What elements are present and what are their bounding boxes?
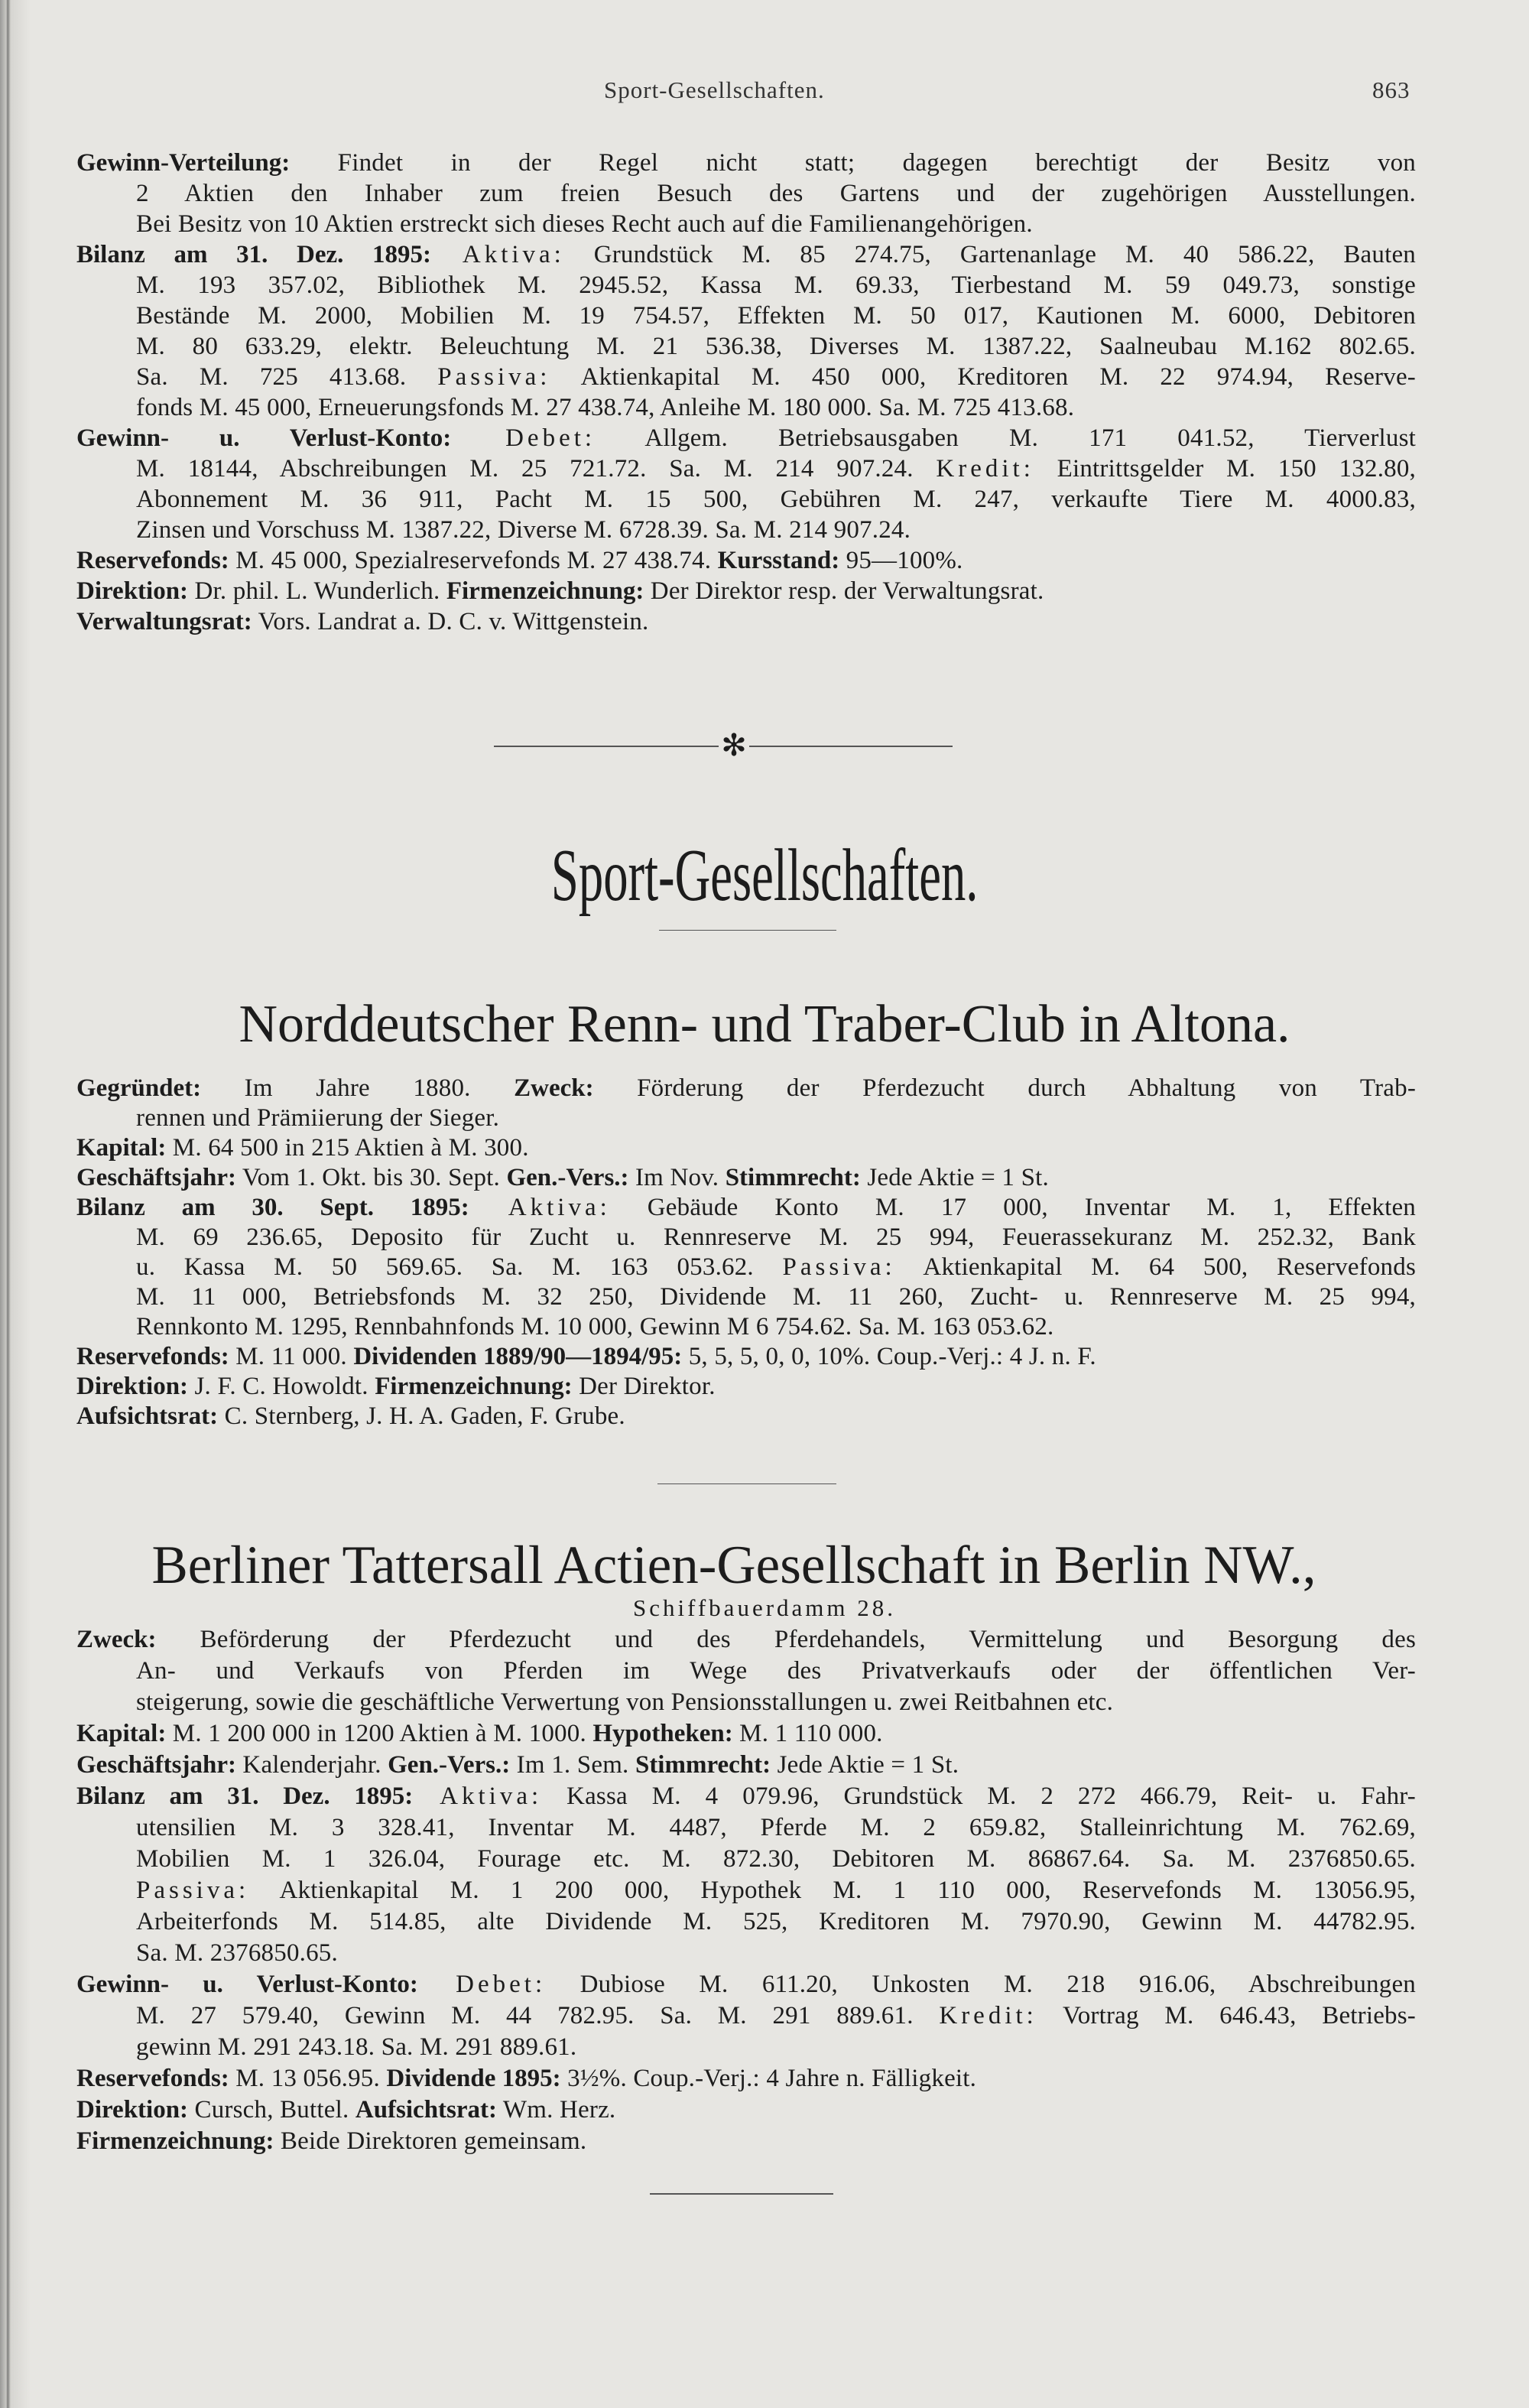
text-line: [136, 1282, 1416, 1312]
field-label: Verwaltungsrat:: [76, 608, 252, 635]
field-text: Beförderung der Pferdezucht und des Pferdehandels, Vermittelung und Besorgung des: [156, 1626, 1416, 1653]
field-text: Wm. Herz.: [497, 2096, 616, 2124]
field-text: Vom 1. Okt. bis 30. Sept.: [235, 1164, 507, 1191]
field-text: M. 27 579.40, Gewinn M. 44 782.95. Sa. M. 291 889.61.: [136, 2002, 940, 2029]
field-text: Allgem. Betriebsausgaben M. 171 041.52, Tierverlust: [596, 424, 1416, 452]
field-text: M. 64 500 in 215 Aktien à M. 300.: [166, 1134, 529, 1162]
divider-rule: [657, 1483, 836, 1484]
text-line: [76, 1624, 1416, 1656]
text-line: [136, 270, 1416, 301]
company-title: Berliner Tattersall Actien-Gesellschaft in Berlin NW.,: [151, 1535, 1316, 1595]
field-label: Firmenzeichnung:: [76, 2127, 274, 2155]
text-line: [76, 576, 1416, 606]
text-line: [76, 148, 1416, 178]
field-text: Dubiose M. 611.20, Unkosten M. 218 916.06, Abschreibungen: [546, 1971, 1416, 1998]
divider-rule: [650, 2193, 833, 2195]
spaced-label: Passiva:: [136, 1877, 250, 1904]
company-address: Schiffbauerdamm 28.: [632, 1594, 897, 1621]
text-line: [76, 2094, 1416, 2126]
text-line: [136, 1223, 1416, 1253]
text-block-previous-company: [76, 148, 1416, 637]
field-text: Arbeiterfonds M. 514.85, alte Dividende M. 525, Kreditoren M. 7970.90, Gewinn M. 44782.95.: [136, 1908, 1416, 1935]
text-block-norddeutscher-club: [76, 1074, 1416, 1431]
field-text: M. 193 357.02, Bibliothek M. 2945.52, Kassa M. 69.33, Tierbestand M. 59 049.73, sonstige: [136, 271, 1416, 299]
field-text: 2 Aktien den Inhaber zum freien Besuch des Gartens und der zugehörigen Ausstellungen.: [136, 180, 1416, 207]
field-label: Firmenzeichnung:: [375, 1373, 573, 1400]
field-label: Aufsichtsrat:: [76, 1402, 219, 1430]
running-title: Sport-Gesellschaften.: [604, 76, 825, 103]
text-line: [136, 1253, 1416, 1282]
text-line: [76, 545, 1416, 576]
field-label: Bilanz am 30. Sept. 1895:: [76, 1194, 469, 1221]
field-text: M. 11 000.: [229, 1343, 354, 1370]
field-text: Aktienkapital M. 450 000, Kreditoren M. 22 974.94, Reserve-: [550, 363, 1416, 391]
text-line: [136, 515, 1416, 545]
field-text: Sa. M. 2376850.65.: [136, 1939, 338, 1967]
field-text: Zinsen und Vorschuss M. 1387.22, Diverse M. 6728.39. Sa. M. 214 907.24.: [136, 516, 911, 544]
field-label: Gegründet:: [76, 1074, 202, 1102]
field-text: Der Direktor resp. der Verwaltungsrat.: [644, 577, 1044, 605]
field-label: Geschäftsjahr:: [76, 1751, 236, 1779]
field-text: M. 45 000, Spezialreservefonds M. 27 438.74.: [229, 547, 718, 574]
field-text: Im Jahre 1880.: [201, 1074, 515, 1102]
field-text: M. 1 200 000 in 1200 Aktien à M. 1000.: [166, 1720, 593, 1747]
field-text: gewinn M. 291 243.18. Sa. M. 291 889.61.: [136, 2033, 577, 2061]
field-label: Stimmrecht:: [635, 1751, 771, 1779]
field-text: Cursch, Buttel.: [188, 2096, 355, 2124]
field-text: Eintrittsgelder M. 150 132.80,: [1034, 455, 1416, 483]
text-line: [136, 331, 1416, 362]
field-text: Kassa M. 4 079.96, Grundstück M. 2 272 466.79, Reit- u. Fahr-: [542, 1782, 1416, 1810]
field-text: M. 69 236.65, Deposito für Zucht u. Rennreserve M. 25 994, Feuerassekuranz M. 252.32, Bank: [136, 1223, 1416, 1251]
text-line: [136, 2000, 1416, 2032]
field-text: Kalenderjahr.: [235, 1751, 388, 1779]
field-text: steigerung, sowie die geschäftliche Verwertung von Pensionsstallungen u. zwei Reitbahnen etc.: [136, 1688, 1114, 1716]
field-text: Förderung der Pferdezucht durch Abhaltung von Trab-: [593, 1074, 1417, 1102]
text-line: [76, 2063, 1416, 2094]
field-label: Aufsichtsrat:: [355, 2096, 498, 2124]
field-text: C. Sternberg, J. H. A. Gaden, F. Grube.: [218, 1402, 625, 1430]
field-text: Grundstück M. 85 274.75, Gartenanlage M. 40 586.22, Bauten: [564, 241, 1416, 268]
text-line: [76, 1074, 1416, 1103]
spaced-label: Passiva:: [782, 1253, 896, 1281]
field-text: Vors. Landrat a. D. C. v. Wittgenstein.: [252, 608, 649, 635]
field-text: Jede Aktie = 1 St.: [771, 1751, 959, 1779]
field-text: M. 1 110 000.: [732, 1720, 883, 1747]
field-text: Bestände M. 2000, Mobilien M. 19 754.57, Effekten M. 50 017, Kautionen M. 6000, Debitoren: [136, 302, 1416, 330]
text-line: [76, 1163, 1416, 1193]
field-text: 3½%. Coup.-Verj.: 4 Jahre n. Fälligkeit.: [560, 2065, 977, 2092]
field-text: 95—100%.: [839, 547, 963, 574]
field-label: Reservefonds:: [76, 547, 229, 574]
text-line: [136, 1938, 1416, 1969]
field-label: Reservefonds:: [76, 2065, 229, 2092]
field-label: Bilanz am 31. Dez. 1895:: [76, 1782, 414, 1810]
text-line: [136, 484, 1416, 515]
spaced-label: Aktiva:: [413, 1782, 543, 1810]
text-line: [136, 301, 1416, 331]
text-line: [76, 1750, 1416, 1781]
text-line: [136, 1312, 1416, 1342]
text-line: [136, 453, 1416, 484]
field-label: Direktion:: [76, 577, 189, 605]
text-line: [76, 1193, 1416, 1223]
field-label: Gen.-Vers.:: [506, 1164, 629, 1191]
field-text: Bei Besitz von 10 Aktien erstreckt sich dieses Recht auch auf die Familienangehörigen.: [136, 210, 1033, 238]
field-label: Stimmrecht:: [725, 1164, 861, 1191]
text-line: [136, 178, 1416, 209]
field-label: Gewinn- u. Verlust-Konto:: [76, 1971, 418, 1998]
field-text: J. F. C. Howoldt.: [188, 1373, 375, 1400]
asterisk-ornament-icon: ✻: [719, 726, 749, 765]
text-line: [76, 2126, 1416, 2157]
field-label: Direktion:: [76, 1373, 189, 1400]
text-line: [136, 1875, 1416, 1906]
text-line: [76, 423, 1416, 453]
spaced-label: Aktiva:: [431, 241, 565, 268]
field-text: An- und Verkaufs von Pferden im Wege des Privatverkaufs oder der öffentlichen Ver-: [136, 1657, 1416, 1685]
field-text: Aktienkapital M. 1 200 000, Hypothek M. 1 110 000, Reservefonds M. 13056.95,: [249, 1877, 1416, 1904]
field-text: Dr. phil. L. Wunderlich.: [188, 577, 446, 605]
field-text: u. Kassa M. 50 569.65. Sa. M. 163 053.62.: [136, 1253, 783, 1281]
spaced-label: Kredit:: [939, 2002, 1037, 2029]
text-line: [136, 392, 1416, 423]
text-line: [136, 1812, 1416, 1844]
company-title: Norddeutscher Renn- und Traber-Club in Altona.: [239, 995, 1290, 1054]
field-label: Kursstand:: [717, 547, 840, 574]
field-text: Im 1. Sem.: [510, 1751, 635, 1779]
field-text: Der Direktor.: [572, 1373, 716, 1400]
field-label: Hypotheken:: [592, 1720, 733, 1747]
text-line: [76, 1781, 1416, 1812]
text-line: [76, 1402, 1416, 1431]
field-text: M. 18144, Abschreibungen M. 25 721.72. Sa. M. 214 907.24.: [136, 455, 937, 483]
text-line: [136, 209, 1416, 239]
spaced-label: Passiva:: [437, 363, 551, 391]
field-label: Zweck:: [76, 1626, 157, 1653]
text-line: [136, 1103, 1416, 1133]
field-text: Beide Direktoren gemeinsam.: [274, 2127, 587, 2155]
field-text: Mobilien M. 1 326.04, Fourage etc. M. 872.30, Debitoren M. 86867.64. Sa. M. 2376850.65.: [136, 1845, 1416, 1873]
text-line: [76, 239, 1416, 270]
text-line: [76, 1969, 1416, 2000]
text-line: [136, 1844, 1416, 1875]
text-line: [136, 2032, 1416, 2063]
text-line: [76, 1718, 1416, 1750]
field-label: Dividende 1895:: [386, 2065, 561, 2092]
text-line: [76, 606, 1416, 637]
field-text: Gebäude Konto M. 17 000, Inventar M. 1, Effekten: [610, 1194, 1417, 1221]
field-text: Jede Aktie = 1 St.: [860, 1164, 1049, 1191]
text-line: [76, 1342, 1416, 1372]
page-number: 863: [1372, 76, 1411, 103]
field-label: Reservefonds:: [76, 1343, 229, 1370]
spaced-label: Kredit:: [936, 455, 1034, 483]
field-label: Kapital:: [76, 1134, 167, 1162]
field-label: Kapital:: [76, 1720, 167, 1747]
field-label: Direktion:: [76, 2096, 189, 2124]
text-line: [136, 1687, 1416, 1718]
field-text: M. 11 000, Betriebsfonds M. 32 250, Dividende M. 11 260, Zucht- u. Rennreserve M. 25 994,: [136, 1283, 1416, 1311]
field-text: utensilien M. 3 328.41, Inventar M. 4487, Pferde M. 2 659.82, Stalleinrichtung M. 762.69,: [136, 1814, 1416, 1841]
field-text: rennen und Prämiierung der Sieger.: [136, 1104, 500, 1132]
field-text: 5, 5, 5, 0, 0, 10%. Coup.-Verj.: 4 J. n. F.: [682, 1343, 1096, 1370]
field-text: M. 80 633.29, elektr. Beleuchtung M. 21 536.38, Diverses M. 1387.22, Saalneubau M.162 802.65.: [136, 333, 1416, 360]
field-label: Gewinn- u. Verlust-Konto:: [76, 424, 452, 452]
field-label: Zweck:: [514, 1074, 594, 1102]
field-text: Abonnement M. 36 911, Pacht M. 15 500, Gebühren M. 247, verkaufte Tiere M. 4000.83,: [136, 486, 1416, 513]
text-block-berliner-tattersall: [76, 1624, 1416, 2157]
section-title: [0, 834, 1529, 939]
field-text: Rennkonto M. 1295, Rennbahnfonds M. 10 000, Gewinn M 6 754.62. Sa. M. 163 053.62.: [136, 1313, 1054, 1340]
field-label: Dividenden 1889/90—1894/95:: [353, 1343, 683, 1370]
text-line: [136, 1906, 1416, 1938]
field-label: Gewinn-Verteilung:: [76, 149, 291, 177]
text-line: [76, 1372, 1416, 1402]
divider-rule: [659, 930, 836, 931]
text-line: [76, 1133, 1416, 1163]
field-text: M. 13 056.95.: [229, 2065, 387, 2092]
text-line: [136, 362, 1416, 392]
field-text: fonds M. 45 000, Erneuerungsfonds M. 27 438.74, Anleihe M. 180 000. Sa. M. 725 413.68.: [136, 394, 1075, 421]
page-binding-shadow: [0, 0, 31, 2408]
field-text: Im Nov.: [628, 1164, 726, 1191]
field-label: Geschäftsjahr:: [76, 1164, 236, 1191]
spaced-label: Debet:: [451, 424, 596, 452]
field-text: Vortrag M. 646.43, Betriebs-: [1037, 2002, 1416, 2029]
field-text: Aktienkapital M. 64 500, Reservefonds: [895, 1253, 1416, 1281]
spaced-label: Aktiva:: [469, 1194, 611, 1221]
field-label: Firmenzeichnung:: [446, 577, 644, 605]
field-label: Gen.-Vers.:: [388, 1751, 511, 1779]
field-text: Sa. M. 725 413.68.: [136, 363, 438, 391]
spaced-label: Debet:: [417, 1971, 547, 1998]
field-label: Bilanz am 31. Dez. 1895:: [76, 241, 432, 268]
text-line: [136, 1656, 1416, 1687]
section-title-text: Sport-Gesellschaften.: [550, 834, 979, 917]
field-text: Findet in der Regel nicht statt; dagegen berechtigt der Besitz von: [290, 149, 1416, 177]
